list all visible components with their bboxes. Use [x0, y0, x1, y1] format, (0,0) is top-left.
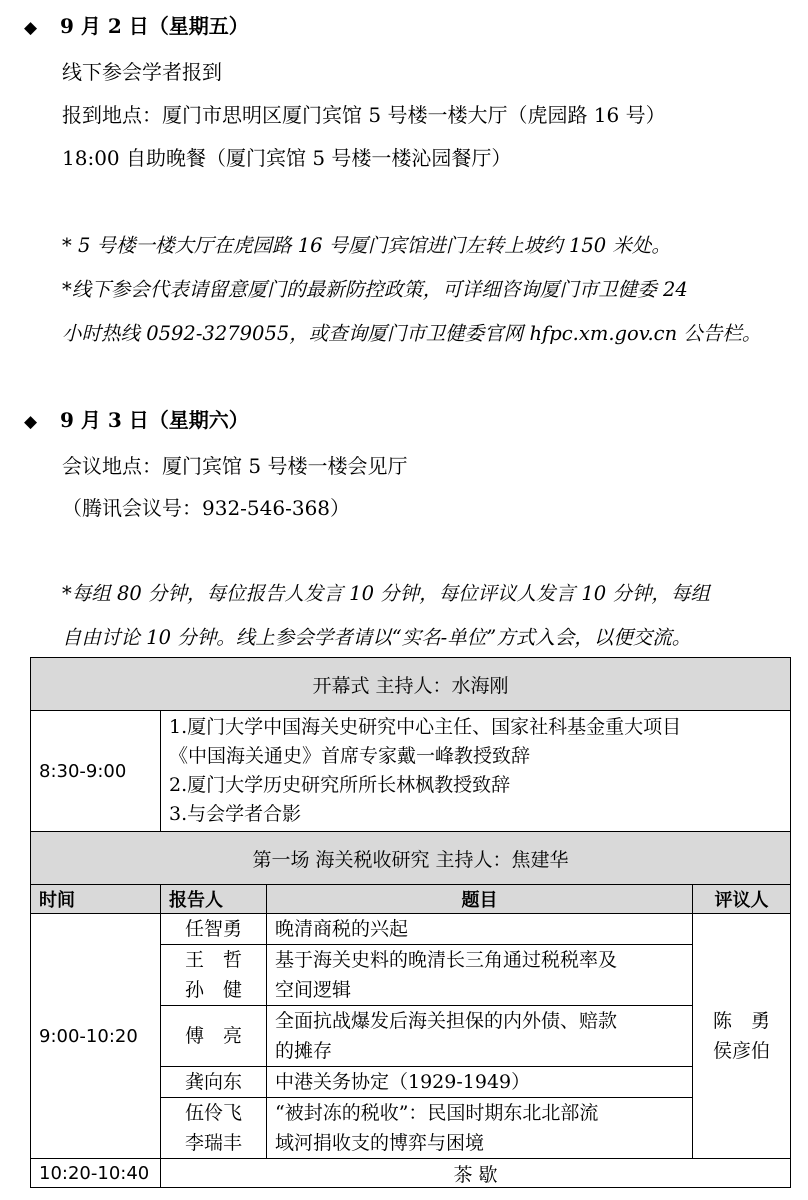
day2-line-1: 会议地点：厦门宾馆 5 号楼一楼会见厅 — [62, 454, 408, 478]
agenda-table — [30, 657, 791, 1188]
topic-text: 晚清商税的兴起 — [275, 918, 409, 940]
day2-note-2: 自由讨论 10 分钟。线上参会学者请以“实名-单位”方式入会，以便交流。 — [62, 626, 692, 649]
opening-section-title: 开幕式 主持人：水海刚 — [31, 658, 791, 711]
speaker-cell — [161, 1098, 267, 1159]
session1-title: 第一场 海关税收研究 主持人：焦建华 — [31, 832, 791, 885]
col-header-commentator: 评议人 — [693, 885, 791, 914]
topic-text: 域河捐收支的博弈与困境 — [275, 1132, 485, 1154]
speaker-name: 任智勇 — [184, 918, 242, 940]
topic-cell — [267, 945, 693, 1006]
speaker-name: 伍伶飞 — [184, 1102, 242, 1124]
speaker-cell — [161, 1067, 267, 1098]
topic-cell — [267, 1067, 693, 1098]
opening-item: 《中国海关通史》首席专家戴一峰教授致辞 — [169, 745, 531, 767]
commentator-name: 陈 勇 — [713, 1010, 771, 1032]
opening-time: 8:30-9:00 — [31, 711, 161, 832]
diamond-bullet-icon: ◆ — [24, 18, 38, 38]
break-time: 10:20-10:40 — [31, 1159, 161, 1188]
break-label: 茶 歇 — [161, 1159, 791, 1188]
opening-item: 2.厦门大学历史研究所所长林枫教授致辞 — [169, 774, 511, 796]
topic-text: 中港关务协定（1929-1949） — [275, 1071, 531, 1093]
session1-time: 9:00-10:20 — [31, 914, 161, 1159]
speaker-name: 王 哲 — [184, 949, 242, 971]
diamond-bullet-icon: ◆ — [24, 412, 38, 432]
day1-line-2: 报到地点：厦门市思明区厦门宾馆 5 号楼一楼大厅（虎园路 16 号） — [62, 103, 666, 127]
day1-line-1: 线下参会学者报到 — [62, 60, 222, 84]
speaker-name: 李瑞丰 — [184, 1132, 242, 1154]
col-header-topic: 题目 — [267, 885, 693, 914]
col-header-speaker: 报告人 — [161, 885, 267, 914]
topic-text: 全面抗战爆发后海关担保的内外债、赔款 — [275, 1010, 618, 1032]
speaker-cell — [161, 945, 267, 1006]
opening-item: 3.与会学者合影 — [169, 803, 302, 825]
day1-heading: ◆ 9 月 2 日（星期五） — [24, 14, 249, 38]
topic-text: 空间逻辑 — [275, 979, 352, 1001]
commentator-cell — [693, 914, 791, 1159]
break-row — [31, 1159, 791, 1188]
commentator-name: 侯彦伯 — [713, 1040, 771, 1062]
speaker-name: 孙 健 — [184, 979, 242, 1001]
topic-text: 的摊存 — [275, 1040, 333, 1062]
speaker-cell — [161, 914, 267, 945]
speaker-name: 龚向东 — [184, 1071, 242, 1093]
speaker-name: 傅 亮 — [184, 1025, 242, 1047]
table-row — [31, 914, 791, 945]
day2-heading: ◆ 9 月 3 日（星期六） — [24, 408, 249, 432]
opening-item: 1.厦门大学中国海关史研究中心主任、国家社科基金重大项目 — [169, 716, 682, 738]
day2-line-2: （腾讯会议号：932-546-368） — [62, 496, 351, 520]
topic-cell — [267, 1006, 693, 1067]
topic-text: 基于海关史料的晚清长三角通过税税率及 — [275, 949, 618, 971]
day1-line-3: 18:00 自助晚餐（厦门宾馆 5 号楼一楼沁园餐厅） — [62, 146, 512, 170]
topic-text: “被封冻的税收”：民国时期东北北部流 — [275, 1102, 599, 1124]
day1-note-2: *线下参会代表请留意厦门的最新防控政策，可详细咨询厦门市卫健委 24 — [62, 278, 688, 301]
col-header-time: 时间 — [31, 885, 161, 914]
topic-cell — [267, 1098, 693, 1159]
day1-note-1: * 5 号楼一楼大厅在虎园路 16 号厦门宾馆进门左转上坡约 150 米处。 — [62, 234, 671, 257]
speaker-cell — [161, 1006, 267, 1067]
day1-note-3: 小时热线 0592-3279055，或查询厦门市卫健委官网 hfpc.xm.gov.cn 公告栏。 — [62, 322, 762, 345]
topic-cell — [267, 914, 693, 945]
day2-note-1: *每组 80 分钟，每位报告人发言 10 分钟，每位评议人发言 10 分钟，每组 — [62, 582, 710, 605]
opening-items — [161, 711, 791, 832]
